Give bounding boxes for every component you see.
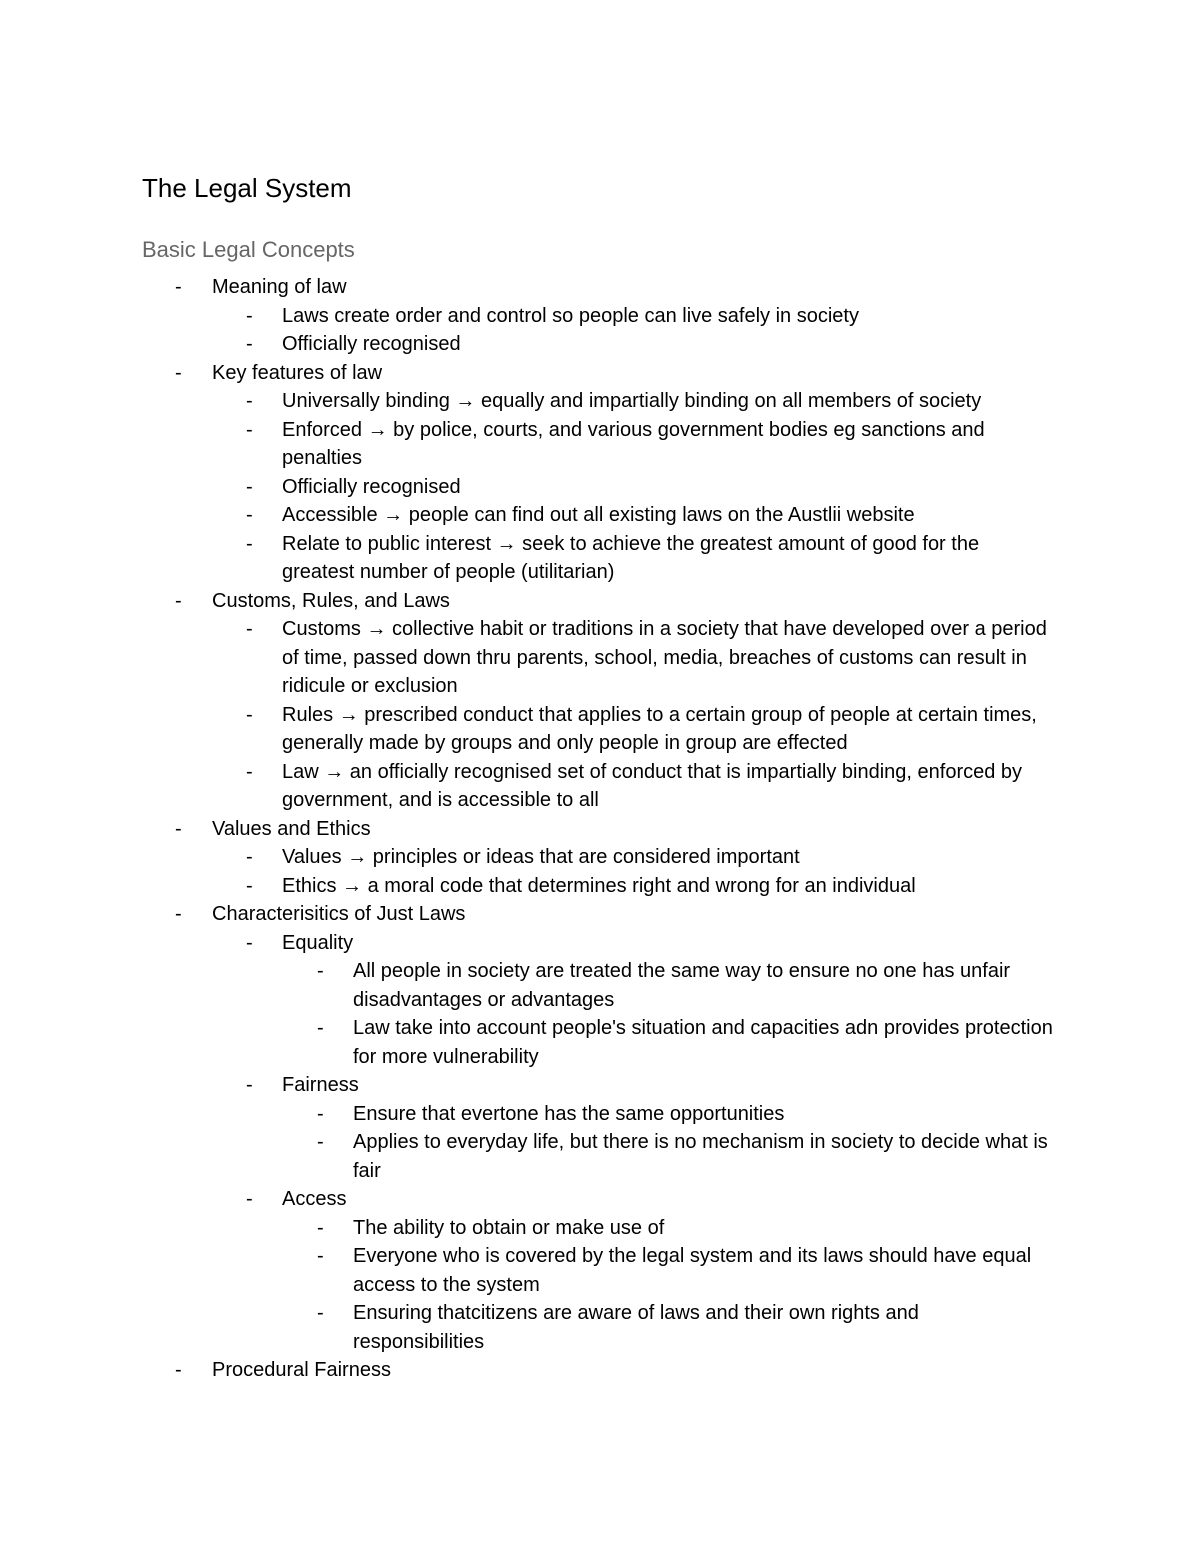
section-heading: Basic Legal Concepts — [142, 237, 355, 262]
list-item — [0, 843, 1052, 872]
list-item — [0, 1100, 1053, 1129]
list-item — [0, 615, 1052, 701]
list-item-text: Rules → prescribed conduct that applies to a certain group of people at certain times, generally made by groups and only people in group are effected — [282, 703, 1037, 754]
list-item-text: Equality — [282, 931, 354, 954]
list-item — [0, 758, 1052, 815]
list-item — [0, 701, 1052, 758]
list-item — [0, 872, 1052, 901]
bullet-dash: - — [246, 703, 253, 726]
list-item — [0, 359, 1002, 388]
list-item-text: Accessible → people can find out all existing laws on the Austlii website — [282, 504, 915, 526]
bullet-dash: - — [317, 1102, 324, 1125]
list-item — [0, 900, 1002, 929]
list-item — [0, 1014, 1053, 1071]
list-item — [0, 1214, 1053, 1243]
list-item — [0, 587, 1002, 616]
bullet-dash: - — [175, 1359, 182, 1381]
bullet-dash: - — [246, 504, 253, 526]
list-item — [0, 815, 1002, 844]
bullet-dash: - — [246, 304, 253, 327]
list-item-text: Customs, Rules, and Laws — [212, 589, 450, 612]
list-item-text: Universally binding → equally and impartially binding on all members of society — [282, 390, 982, 412]
list-item-text: Procedural Fairness — [212, 1359, 391, 1381]
bullet-dash: - — [317, 1131, 324, 1153]
bullet-dash: - — [317, 1017, 324, 1039]
bullet-dash: - — [246, 846, 253, 868]
list-item — [0, 929, 1052, 958]
bullet-dash: - — [317, 1302, 324, 1324]
list-item-text: Key features of law — [212, 361, 383, 384]
bullet-dash: - — [246, 418, 253, 441]
list-item-text: Fairness — [282, 1074, 359, 1096]
bullet-dash: - — [246, 1188, 253, 1210]
outline-list — [0, 273, 1200, 1385]
bullet-dash: - — [317, 1245, 324, 1267]
list-item — [0, 330, 1052, 359]
list-item — [0, 302, 1052, 331]
bullet-dash: - — [175, 903, 182, 925]
list-item — [0, 1128, 1053, 1185]
bullet-dash: - — [246, 760, 253, 783]
bullet-dash: - — [246, 618, 253, 640]
bullet-dash: - — [246, 532, 253, 555]
list-item-text: Officially recognised — [282, 333, 461, 355]
list-item-text: Ensuring thatcitizens are aware of laws and their own rights and responsibilities — [353, 1302, 919, 1353]
list-item-text: Applies to everyday life, but there is no mechanism in society to decide what is fair — [353, 1131, 1048, 1182]
bullet-dash: - — [175, 589, 182, 612]
bullet-dash: - — [175, 817, 182, 840]
list-item-text: Access — [282, 1188, 347, 1210]
list-item-text: Officially recognised — [282, 475, 461, 498]
list-item-text: Law → an officially recognised set of conduct that is impartially binding, enforced by government, and is accessible to all — [282, 760, 1023, 811]
list-item — [0, 530, 1052, 587]
list-item-text: The ability to obtain or make use of — [353, 1216, 665, 1239]
list-item — [0, 1299, 1053, 1356]
list-item — [0, 473, 1052, 502]
list-item — [0, 1185, 1052, 1214]
list-item — [0, 416, 1052, 473]
list-item — [0, 1356, 1002, 1385]
list-item-text: Everyone who is covered by the legal system and its laws should have equal access to the system — [353, 1245, 1032, 1296]
page-title: The Legal System — [142, 173, 352, 203]
list-item-text: Enforced → by police, courts, and various government bodies eg sanctions and penalties — [282, 418, 985, 469]
list-item-text: Laws create order and control so people can live safely in society — [282, 304, 859, 327]
list-item-text: Values → principles or ideas that are considered important — [282, 846, 800, 868]
list-item-text: Customs → collective habit or traditions in a society that have developed over a period of time, passed down thru parents, school, media, breaches of customs can result in ridicule or exclusion — [282, 618, 1047, 697]
list-item-text: Ethics → a moral code that determines right and wrong for an individual — [282, 874, 916, 897]
list-item-text: Values and Ethics — [212, 817, 371, 840]
list-item — [0, 1242, 1053, 1299]
list-item — [0, 1071, 1052, 1100]
list-item — [0, 957, 1053, 1014]
list-item-text: Ensure that evertone has the same opportunities — [353, 1102, 785, 1125]
list-item — [0, 501, 1052, 530]
list-item-text: Relate to public interest → seek to achieve the greatest amount of good for the greatest number of people (utilitarian) — [282, 532, 980, 583]
bullet-dash: - — [246, 931, 253, 954]
bullet-dash: - — [246, 874, 253, 897]
list-item — [0, 387, 1052, 416]
bullet-dash: - — [175, 276, 182, 298]
bullet-dash: - — [246, 333, 253, 355]
list-item — [0, 273, 1002, 302]
bullet-dash: - — [317, 1216, 324, 1239]
list-item-text: All people in society are treated the same way to ensure no one has unfair disadvantages or advantages — [353, 960, 1011, 1011]
bullet-dash: - — [317, 960, 324, 982]
list-item-text: Law take into account people's situation and capacities adn provides protection for more vulnerability — [353, 1017, 1053, 1068]
bullet-dash: - — [246, 1074, 253, 1096]
bullet-dash: - — [246, 475, 253, 498]
list-item-text: Meaning of law — [212, 276, 347, 298]
bullet-dash: - — [175, 361, 182, 384]
list-item-text: Characterisitics of Just Laws — [212, 903, 466, 925]
bullet-dash: - — [246, 390, 253, 412]
